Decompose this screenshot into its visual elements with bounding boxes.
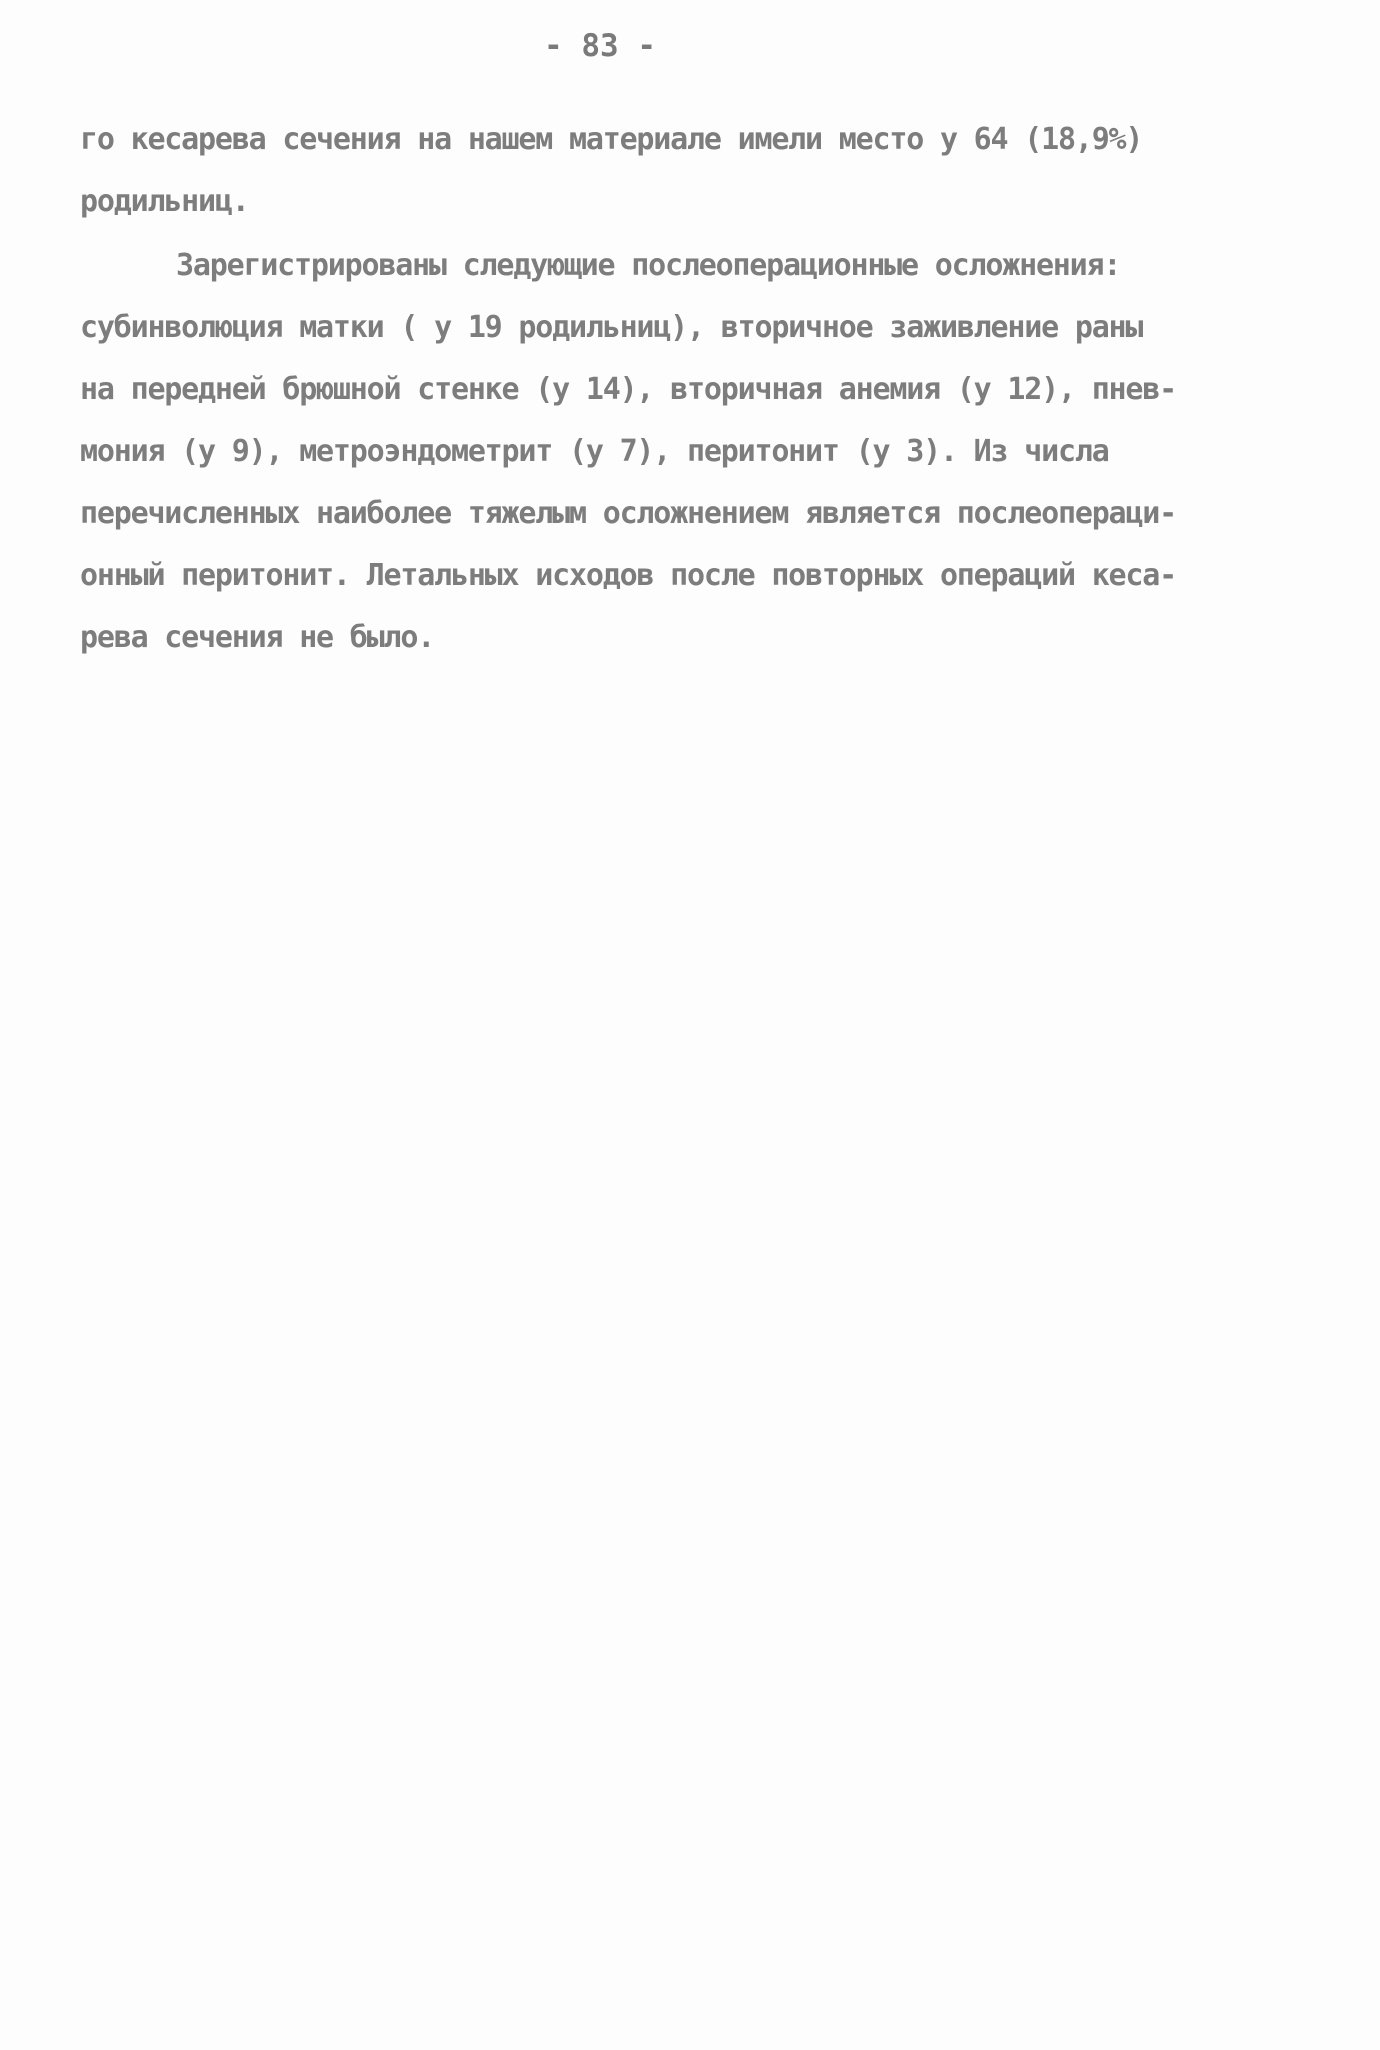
text-line: мония (у 9), метроэндометрит (у 7), перитонит (у 3). Из числа <box>80 434 1109 469</box>
text-line: субинволюция матки ( у 19 родильниц), вторичное заживление раны <box>80 310 1143 345</box>
text-line: го кесарева сечения на нашем материале имели место у 64 (18,9%) <box>80 122 1143 157</box>
text-line: родильниц. <box>80 184 249 219</box>
text-line: рева сечения не было. <box>80 620 435 655</box>
page-number: - 83 - <box>544 28 656 64</box>
paragraph-start-line: Зарегистрированы следующие послеоперационные осложнения: <box>176 248 1121 283</box>
text-line: онный перитонит. Летальных исходов после повторных операций кеса- <box>80 558 1176 593</box>
text-line: перечисленных наиболее тяжелым осложнением является послеопераци- <box>80 496 1176 531</box>
text-line: на передней брюшной стенке (у 14), вторичная анемия (у 12), пнев- <box>80 372 1176 407</box>
